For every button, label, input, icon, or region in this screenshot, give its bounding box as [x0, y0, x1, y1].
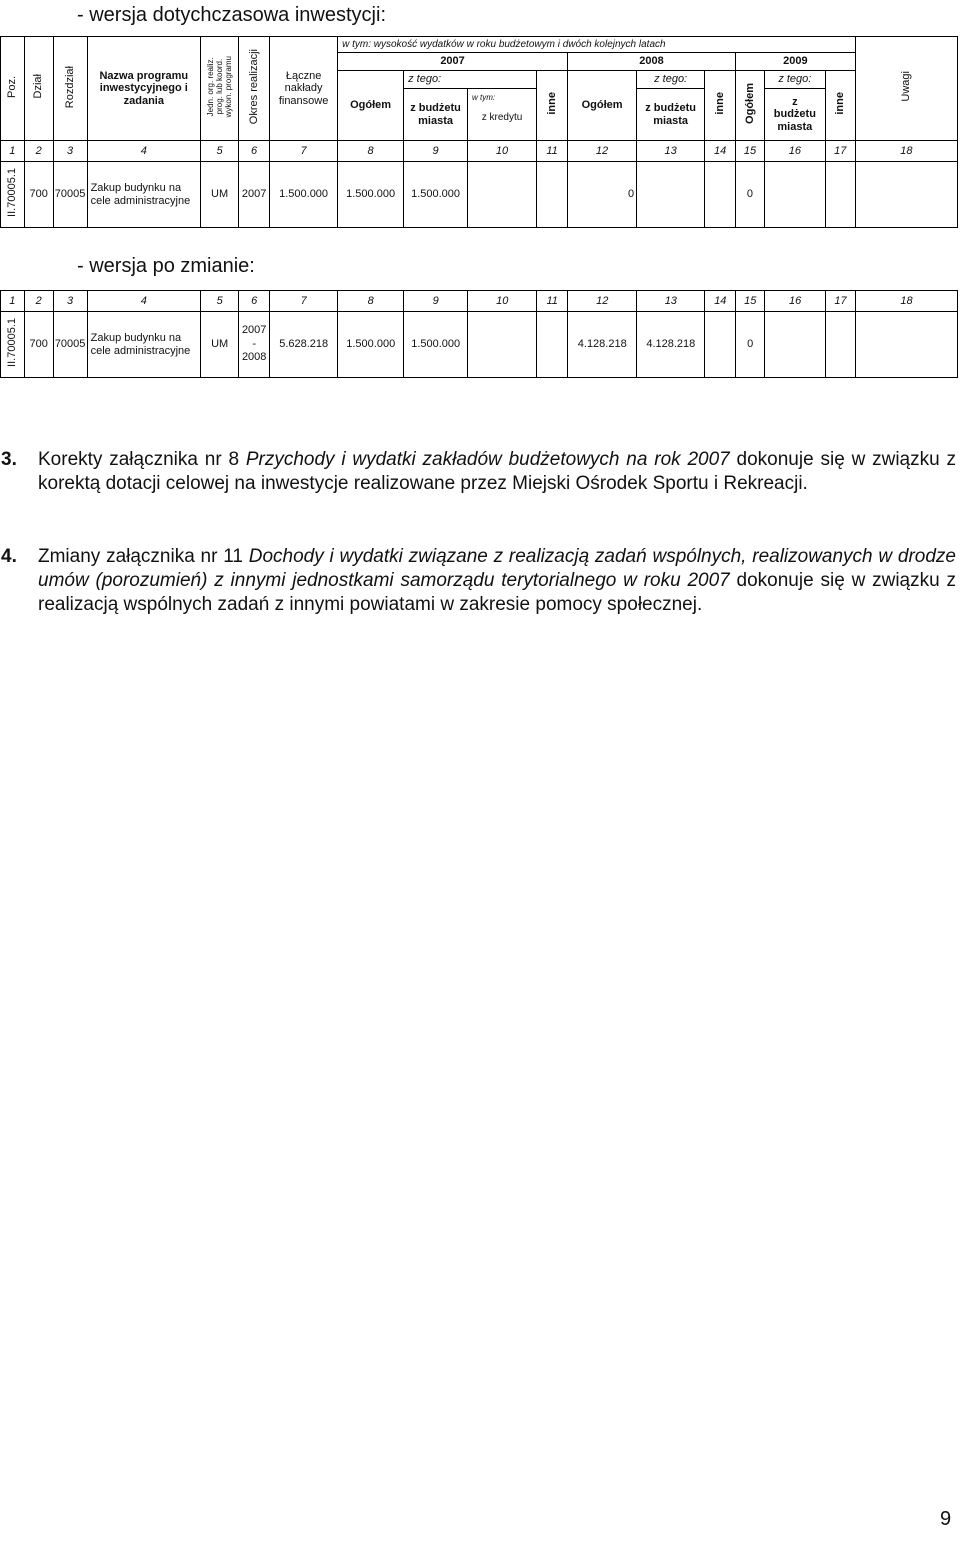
header-year-2007: 2007 — [338, 53, 568, 71]
cell-inne-2007 — [537, 162, 568, 228]
column-number-row: 1 2 3 4 5 6 7 8 9 10 11 12 13 14 15 16 17 18 — [1, 291, 958, 312]
header-laczne: Łączne nakłady finansowe — [270, 37, 338, 141]
cell-laczne: 5.628.218 — [270, 312, 338, 378]
header-jedn: Jedn. org. realiz. prog. lub koord. wykon. programu — [201, 37, 239, 141]
cell-inne-2008 — [705, 312, 736, 378]
investment-table-after — [0, 290, 958, 378]
cell-ogolem-2008: 0 — [568, 162, 637, 228]
investment-table-before — [0, 36, 958, 228]
cell-inne-2009 — [826, 312, 856, 378]
header-w-tym: w tym: wysokość wydatków w roku budżetowym i dwóch kolejnych latach — [338, 37, 856, 53]
header-ogolem-2008: Ogółem — [568, 71, 637, 141]
heading-after: - wersja po zmianie: — [77, 255, 255, 277]
header-ogolem-2007: Ogółem — [338, 71, 404, 141]
cell-rozdzial: 70005 — [53, 312, 87, 378]
cell-budzet-2009 — [764, 162, 825, 228]
cell-ogolem-2007: 1.500.000 — [338, 312, 404, 378]
header-inne-2008: inne — [705, 71, 736, 141]
header-uwagi: Uwagi — [855, 37, 957, 141]
header-year-2008: 2008 — [568, 53, 736, 71]
cell-inne-2007 — [537, 312, 568, 378]
table-row — [1, 162, 958, 228]
cell-budzet-2009 — [765, 312, 826, 378]
header-z-tego-2009: z tego: — [764, 71, 825, 89]
header-z-tego-2007: z tego: — [404, 71, 537, 89]
header-poz: Poz. — [1, 37, 25, 141]
header-dzial: Dział — [24, 37, 53, 141]
cell-ogolem-2009: 0 — [736, 312, 765, 378]
cell-ogolem-2009: 0 — [736, 162, 765, 228]
cell-okres: 2007 - 2008 — [239, 312, 270, 378]
cell-ogolem-2007: 1.500.000 — [338, 162, 404, 228]
cell-budzet-2008: 4.128.218 — [637, 312, 705, 378]
heading-before: - wersja dotychczasowa inwestycji: — [77, 4, 386, 26]
paragraph-3-number: 3. — [1, 449, 17, 470]
cell-inne-2008 — [705, 162, 736, 228]
table-row — [1, 312, 958, 378]
column-number-row: 1 2 3 4 5 6 7 8 9 10 11 12 13 14 15 16 17 18 — [1, 141, 958, 162]
paragraph-3: 3. Korekty załącznika nr 8 Przychody i wydatki zakładów budżetowych na rok 2007 dokonuje się w związku z korektą dotacji celowej na inwestycje realizowane przez Miejski Ośrodek Sportu i Rekreacji. — [1, 449, 956, 494]
cell-kredyt-2007 — [468, 312, 537, 378]
cell-poz: II.70005.1 — [1, 162, 25, 228]
page-number: 9 — [940, 1508, 952, 1530]
cell-rozdzial: 70005 — [53, 162, 87, 228]
cell-laczne: 1.500.000 — [270, 162, 338, 228]
header-inne-2009: inne — [825, 71, 855, 141]
cell-budzet-2008 — [637, 162, 705, 228]
header-z-tego-2008: z tego: — [637, 71, 705, 89]
header-inne-2007: inne — [537, 71, 568, 141]
header-kredyt-2007: w tym: z kredytu — [468, 89, 537, 141]
cell-budzet-2007: 1.500.000 — [404, 162, 468, 228]
header-rozdzial: Rozdział — [53, 37, 87, 141]
paragraph-4: 4. Zmiany załącznika nr 11 Dochody i wydatki związane z realizacją zadań wspólnych, realizowanych w drodze umów (porozumień) z innymi jednostkami samorządu terytorialnego w roku 2007 dokonuje się w związku z realizacją wspólnych zadań z innymi powiatami w zakresie pomocy społecznej. — [1, 546, 956, 615]
cell-nazwa: Zakup budynku na cele administracyjne — [87, 312, 200, 378]
cell-jedn: UM — [201, 162, 239, 228]
cell-dzial: 700 — [24, 312, 53, 378]
cell-jedn: UM — [201, 312, 239, 378]
cell-inne-2009 — [825, 162, 855, 228]
paragraph-4-number: 4. — [1, 546, 17, 567]
cell-poz: II.70005.1 — [1, 312, 25, 378]
cell-okres: 2007 — [239, 162, 270, 228]
header-budzet-2008: z budżetu miasta — [637, 89, 705, 141]
header-okres: Okres realizacji — [239, 37, 270, 141]
header-ogolem-2009: Ogółem — [736, 71, 765, 141]
cell-uwagi — [855, 162, 957, 228]
cell-uwagi — [855, 312, 957, 378]
cell-dzial: 700 — [24, 162, 53, 228]
cell-budzet-2007: 1.500.000 — [404, 312, 468, 378]
cell-ogolem-2008: 4.128.218 — [568, 312, 637, 378]
cell-kredyt-2007 — [468, 162, 537, 228]
header-budzet-2009: z budżetu miasta — [764, 89, 825, 141]
header-budzet-2007: z budżetu miasta — [404, 89, 468, 141]
header-nazwa: Nazwa programu inwestycyjnego i zadania — [87, 37, 200, 141]
header-year-2009: 2009 — [736, 53, 856, 71]
cell-nazwa: Zakup budynku na cele administracyjne — [87, 162, 200, 228]
